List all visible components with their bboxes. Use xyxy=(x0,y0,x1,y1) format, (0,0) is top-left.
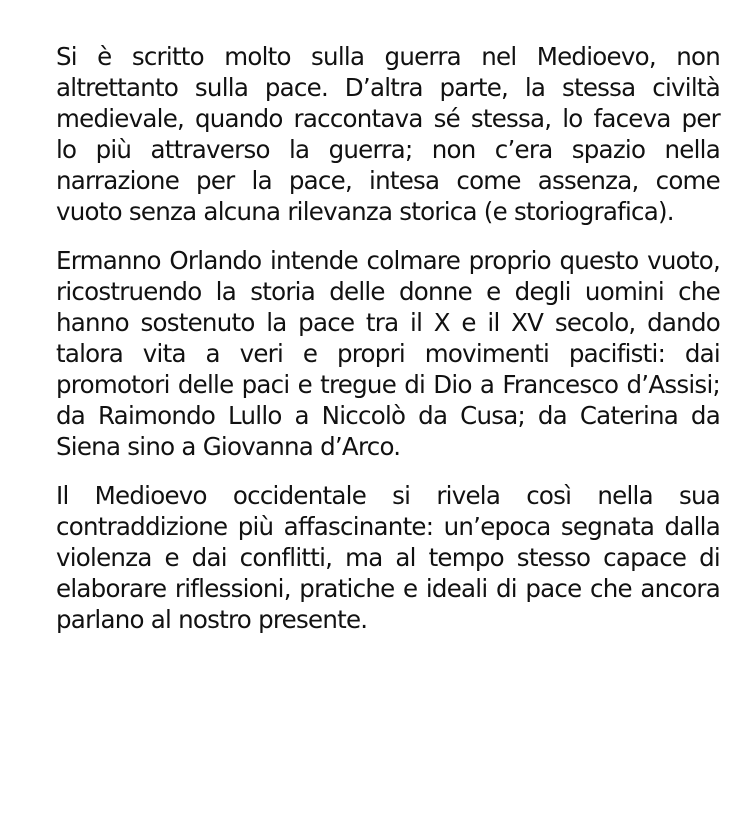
paragraph-author: Ermanno Orlando intende colmare proprio questo vuoto, ricostruendo la storia delle donne e degli uomini che hanno sostenuto la pace tra il X e il XV secolo, dando talora vita a veri e propri movimenti pacifisti: dai promotori delle paci e tregue di Dio a Francesco d’Assisi; da Raimondo Lullo a Niccolò da Cusa; da Caterina da Siena sino a Giovanna d’Arco. xyxy=(56,246,720,461)
paragraph-intro: Si è scritto molto sulla guerra nel Medioevo, non altrettanto sulla pace. D’altra parte, la stessa civiltà medievale, quando raccontava sé stessa, lo faceva per lo più attraverso la guerra; non c’era spazio nella narrazione per la pace, intesa come assenza, come vuoto senza alcuna rilevanza storica (e storiografica). xyxy=(56,42,720,226)
paragraph-conclusion: Il Medioevo occidentale si rivela così nella sua contraddizione più affascinante: un’epoca segnata dalla violenza e dai conflitti, ma al tempo stesso capace di elaborare riflessioni, pratiche e ideali di pace che ancora parlano al nostro presente. xyxy=(56,481,720,634)
